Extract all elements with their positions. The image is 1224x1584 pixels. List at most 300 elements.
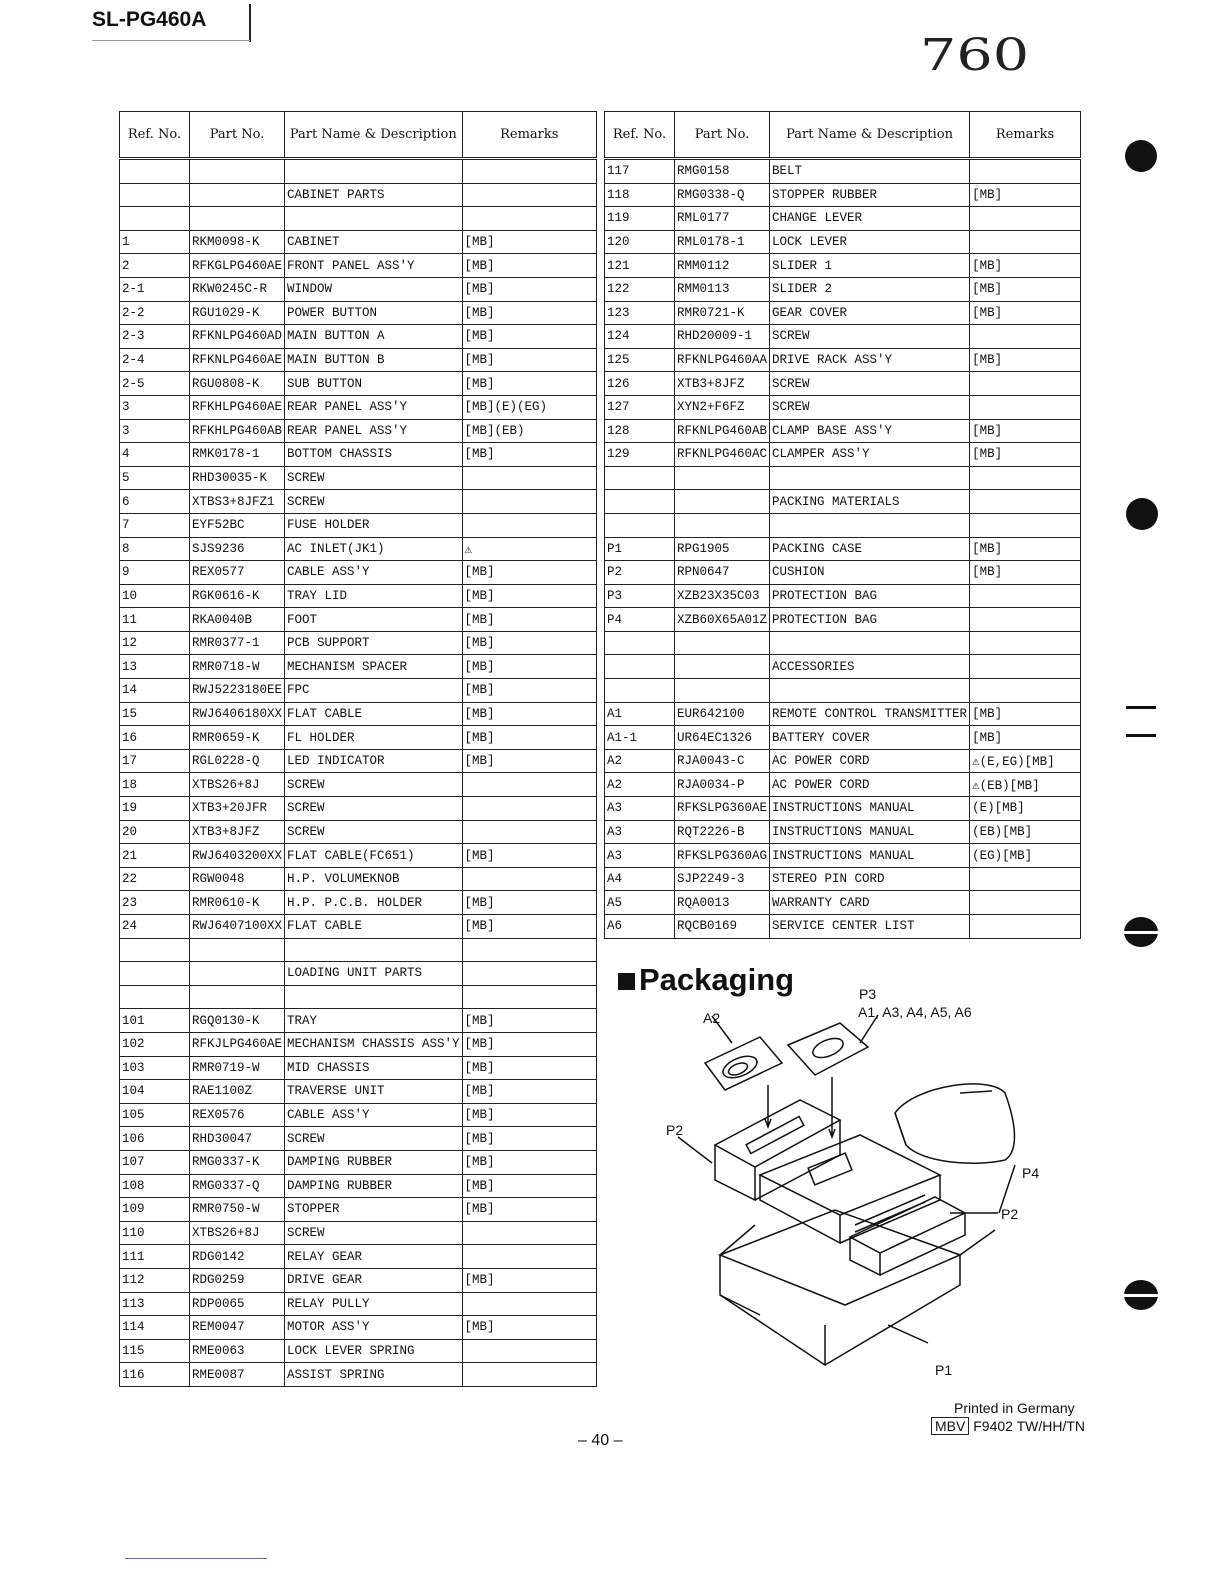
description-cell: LOCK LEVER [770, 230, 970, 254]
ref-cell: 12 [120, 631, 190, 655]
remarks-cell: [MB] [462, 1268, 596, 1292]
col-ref-header: Ref. No. [605, 112, 675, 159]
part-no-cell: XTBS3+8JFZ1 [190, 490, 285, 514]
ref-cell: 10 [120, 584, 190, 608]
remarks-cell: [MB] [462, 726, 596, 750]
ref-cell [605, 631, 675, 655]
ref-cell: A5 [605, 891, 675, 915]
description-cell: SLIDER 2 [770, 277, 970, 301]
part-no-cell: RHD30035-K [190, 466, 285, 490]
description-cell: CHANGE LEVER [770, 207, 970, 231]
description-cell [285, 207, 463, 231]
table-row [120, 867, 597, 891]
description-cell: SCREW [285, 820, 463, 844]
table-row [605, 702, 1081, 726]
part-no-cell: RFKHLPG460AB [190, 419, 285, 443]
part-no-cell: RJA0034-P [675, 773, 770, 797]
ref-cell: 20 [120, 820, 190, 844]
ref-cell: 123 [605, 301, 675, 325]
bag-a2-drawing [705, 1037, 782, 1090]
part-no-cell [190, 962, 285, 986]
remarks-cell [970, 631, 1081, 655]
description-cell [770, 466, 970, 490]
ref-cell: 2-1 [120, 277, 190, 301]
ref-cell: 121 [605, 254, 675, 278]
part-no-cell: RMG0158 [675, 159, 770, 184]
description-cell: SLIDER 1 [770, 254, 970, 278]
ref-cell: 4 [120, 443, 190, 467]
description-cell: LED INDICATOR [285, 749, 463, 773]
table-row [120, 655, 597, 679]
description-cell: SCREW [770, 372, 970, 396]
description-cell: PCB SUPPORT [285, 631, 463, 655]
description-cell: AC POWER CORD [770, 773, 970, 797]
remarks-cell: [MB] [462, 372, 596, 396]
remarks-cell [462, 513, 596, 537]
ref-cell: 6 [120, 490, 190, 514]
table-row [120, 1127, 597, 1151]
ref-cell: 129 [605, 443, 675, 467]
table-row [120, 726, 597, 750]
table-row [605, 325, 1081, 349]
ref-cell: 104 [120, 1080, 190, 1104]
ref-cell: A4 [605, 867, 675, 891]
table-row [605, 726, 1081, 750]
remarks-cell: [MB] [970, 277, 1081, 301]
remarks-cell [462, 820, 596, 844]
description-cell: STEREO PIN CORD [770, 867, 970, 891]
part-no-cell: RQT2226-B [675, 820, 770, 844]
ref-cell: 112 [120, 1268, 190, 1292]
part-no-cell: RMM0112 [675, 254, 770, 278]
remarks-cell [462, 938, 596, 962]
remarks-cell [462, 1292, 596, 1316]
remarks-cell [462, 1245, 596, 1269]
part-no-cell: RME0063 [190, 1339, 285, 1363]
table-row [605, 466, 1081, 490]
table-row [120, 159, 597, 184]
ref-cell: 107 [120, 1150, 190, 1174]
description-cell: STOPPER RUBBER [770, 183, 970, 207]
table-row [605, 490, 1081, 514]
part-no-cell: RWJ6407100XX [190, 915, 285, 939]
part-no-cell [675, 655, 770, 679]
table-row [605, 277, 1081, 301]
table-row [120, 915, 597, 939]
ref-cell: P3 [605, 584, 675, 608]
ref-cell: 122 [605, 277, 675, 301]
description-cell: CLAMP BASE ASS'Y [770, 419, 970, 443]
description-cell: SCREW [285, 1221, 463, 1245]
remarks-cell [462, 962, 596, 986]
table-row [120, 797, 597, 821]
description-cell: FL HOLDER [285, 726, 463, 750]
remarks-cell: ⚠ [462, 537, 596, 561]
part-no-cell: RFKGLPG460AE [190, 254, 285, 278]
remarks-cell: [MB] [462, 1198, 596, 1222]
remarks-cell [970, 584, 1081, 608]
description-cell: REMOTE CONTROL TRANSMITTER [770, 702, 970, 726]
remarks-cell: [MB] [462, 561, 596, 585]
part-no-cell: RKA0040B [190, 608, 285, 632]
ref-cell: 24 [120, 915, 190, 939]
table-row [605, 419, 1081, 443]
ref-cell [605, 513, 675, 537]
ref-cell: 1 [120, 230, 190, 254]
part-no-cell: RQA0013 [675, 891, 770, 915]
part-no-cell: RWJ6406180XX [190, 702, 285, 726]
table-row [605, 207, 1081, 231]
remarks-cell: [MB] [970, 561, 1081, 585]
table-row [120, 702, 597, 726]
ref-cell: 106 [120, 1127, 190, 1151]
table-row [605, 844, 1081, 868]
code-box: MBV [931, 1417, 969, 1435]
ref-cell: 114 [120, 1316, 190, 1340]
table-row [120, 207, 597, 231]
remarks-cell: (EB)[MB] [970, 820, 1081, 844]
remarks-cell: [MB] [970, 419, 1081, 443]
part-no-cell [190, 938, 285, 962]
table-row [120, 513, 597, 537]
ref-cell [120, 962, 190, 986]
remarks-cell: [MB] [462, 230, 596, 254]
description-cell: MECHANISM SPACER [285, 655, 463, 679]
description-cell [770, 679, 970, 703]
table-row [120, 1245, 597, 1269]
part-no-cell: XTBS26+8J [190, 773, 285, 797]
part-no-cell: RWJ6403200XX [190, 844, 285, 868]
part-no-cell: RWJ5223180EE [190, 679, 285, 703]
parts-table-right [604, 111, 1081, 939]
part-no-cell: SJS9236 [190, 537, 285, 561]
description-cell: MECHANISM CHASSIS ASS'Y [285, 1032, 463, 1056]
description-cell: FLAT CABLE [285, 915, 463, 939]
description-cell: FLAT CABLE(FC651) [285, 844, 463, 868]
remarks-cell [970, 513, 1081, 537]
ref-cell: 118 [605, 183, 675, 207]
edge-mark [1126, 734, 1156, 737]
table-row [605, 372, 1081, 396]
remarks-cell: [MB] [462, 1032, 596, 1056]
col-part-header: Part No. [675, 112, 770, 159]
table-row [120, 1032, 597, 1056]
part-no-cell [190, 985, 285, 1009]
remarks-cell [970, 372, 1081, 396]
ref-cell: 8 [120, 537, 190, 561]
table-row [605, 797, 1081, 821]
description-cell: FLAT CABLE [285, 702, 463, 726]
description-cell: SCREW [285, 797, 463, 821]
description-cell [770, 631, 970, 655]
table-row [605, 749, 1081, 773]
parts-table-left [119, 111, 597, 1387]
ref-cell: 128 [605, 419, 675, 443]
remarks-cell: [MB] [462, 702, 596, 726]
part-no-cell: RMR0377-1 [190, 631, 285, 655]
part-no-cell: RGU0808-K [190, 372, 285, 396]
ref-cell: 21 [120, 844, 190, 868]
remarks-cell: (E)[MB] [970, 797, 1081, 821]
table-row [120, 1009, 597, 1033]
ref-cell: 9 [120, 561, 190, 585]
remarks-cell [970, 655, 1081, 679]
table-row [120, 1363, 597, 1387]
ref-cell: 126 [605, 372, 675, 396]
remarks-cell: [MB] [462, 1056, 596, 1080]
part-no-cell: UR64EC1326 [675, 726, 770, 750]
part-no-cell [675, 631, 770, 655]
remarks-cell [462, 183, 596, 207]
part-no-cell: RPG1905 [675, 537, 770, 561]
table-row [120, 1150, 597, 1174]
part-no-cell: RMR0718-W [190, 655, 285, 679]
remarks-cell [462, 773, 596, 797]
part-no-cell: EYF52BC [190, 513, 285, 537]
table-row [120, 372, 597, 396]
description-cell [285, 985, 463, 1009]
description-cell: MAIN BUTTON B [285, 348, 463, 372]
part-no-cell: RHD20009-1 [675, 325, 770, 349]
label-a2: A2 [703, 1010, 721, 1026]
description-cell: CLAMPER ASS'Y [770, 443, 970, 467]
part-no-cell: EUR642100 [675, 702, 770, 726]
remarks-cell: [MB](EB) [462, 419, 596, 443]
ref-cell: 119 [605, 207, 675, 231]
description-cell: RELAY PULLY [285, 1292, 463, 1316]
print-code [931, 1418, 1085, 1434]
part-no-cell: RMR0721-K [675, 301, 770, 325]
table-row [120, 561, 597, 585]
description-cell: PACKING CASE [770, 537, 970, 561]
part-no-cell: RQCB0169 [675, 915, 770, 939]
remarks-cell: [MB] [462, 1103, 596, 1127]
description-cell: SCREW [770, 325, 970, 349]
remarks-cell: [MB] [462, 915, 596, 939]
description-cell: WARRANTY CARD [770, 891, 970, 915]
remarks-cell: [MB] [462, 277, 596, 301]
part-no-cell: RFKNLPG460AC [675, 443, 770, 467]
part-no-cell [675, 679, 770, 703]
ref-cell: 125 [605, 348, 675, 372]
ref-cell [605, 490, 675, 514]
ref-cell: 2-5 [120, 372, 190, 396]
remarks-cell: [MB] [462, 325, 596, 349]
part-no-cell: RGW0048 [190, 867, 285, 891]
edge-mark [1126, 706, 1156, 709]
table-row [120, 844, 597, 868]
col-ref-header: Ref. No. [120, 112, 190, 159]
description-cell: H.P. P.C.B. HOLDER [285, 891, 463, 915]
remarks-cell [970, 230, 1081, 254]
description-cell: BELT [770, 159, 970, 184]
description-cell: FPC [285, 679, 463, 703]
page-number: – 40 – [578, 1432, 623, 1449]
remarks-cell [970, 679, 1081, 703]
description-cell: REAR PANEL ASS'Y [285, 395, 463, 419]
description-cell: SCREW [285, 773, 463, 797]
ref-cell: 22 [120, 867, 190, 891]
table-row [120, 1268, 597, 1292]
bag-p4-drawing [895, 1084, 1014, 1163]
table-row [605, 631, 1081, 655]
table-row [120, 395, 597, 419]
description-cell: CABLE ASS'Y [285, 561, 463, 585]
table-row [120, 230, 597, 254]
part-no-cell: RFKNLPG460AB [675, 419, 770, 443]
description-cell: PROTECTION BAG [770, 584, 970, 608]
ref-cell: 113 [120, 1292, 190, 1316]
remarks-cell: [MB] [462, 254, 596, 278]
description-cell: PACKING MATERIALS [770, 490, 970, 514]
remarks-cell: [MB] [462, 1150, 596, 1174]
table-row [120, 938, 597, 962]
model-number: SL-PG460A [92, 8, 207, 31]
table-row [120, 443, 597, 467]
remarks-cell [970, 207, 1081, 231]
table-row [120, 1221, 597, 1245]
remarks-cell [970, 395, 1081, 419]
label-p2-right: P2 [1001, 1206, 1019, 1222]
ref-cell [120, 985, 190, 1009]
header-underline [92, 40, 250, 41]
part-no-cell: RFKSLPG360AG [675, 844, 770, 868]
col-name-header: Part Name & Description [285, 112, 463, 159]
ref-cell: 101 [120, 1009, 190, 1033]
part-no-cell [675, 466, 770, 490]
table-row [605, 301, 1081, 325]
ref-cell: 5 [120, 466, 190, 490]
part-no-cell: XYN2+F6FZ [675, 395, 770, 419]
part-no-cell [675, 490, 770, 514]
description-cell: BOTTOM CHASSIS [285, 443, 463, 467]
label-p1: P1 [935, 1362, 953, 1378]
table-row [120, 584, 597, 608]
table-row [605, 867, 1081, 891]
description-cell [285, 159, 463, 184]
col-name-header: Part Name & Description [770, 112, 970, 159]
description-cell: CABINET PARTS [285, 183, 463, 207]
remarks-cell [970, 891, 1081, 915]
table-row [605, 183, 1081, 207]
description-cell: FOOT [285, 608, 463, 632]
remarks-cell: [MB] [970, 254, 1081, 278]
table-row [120, 962, 597, 986]
ref-cell: P4 [605, 608, 675, 632]
remarks-cell: ⚠(EB)[MB] [970, 773, 1081, 797]
part-no-cell [190, 207, 285, 231]
remarks-cell [462, 466, 596, 490]
part-no-cell: RFKHLPG460AE [190, 395, 285, 419]
part-no-cell: RFKNLPG460AA [675, 348, 770, 372]
ref-cell: 11 [120, 608, 190, 632]
remarks-cell [462, 207, 596, 231]
ref-cell: 110 [120, 1221, 190, 1245]
label-p3: P3 [859, 986, 877, 1002]
remarks-cell [462, 797, 596, 821]
ref-cell: 16 [120, 726, 190, 750]
remarks-cell: [MB] [970, 443, 1081, 467]
ref-cell: 2 [120, 254, 190, 278]
table-row [605, 915, 1081, 939]
description-cell: BATTERY COVER [770, 726, 970, 750]
part-no-cell: REX0577 [190, 561, 285, 585]
ref-cell: 117 [605, 159, 675, 184]
part-no-cell: XTB3+20JFR [190, 797, 285, 821]
ref-cell: 111 [120, 1245, 190, 1269]
description-cell: DAMPING RUBBER [285, 1150, 463, 1174]
remarks-cell [462, 867, 596, 891]
table-row [120, 348, 597, 372]
ref-cell: 2-2 [120, 301, 190, 325]
remarks-cell [462, 1221, 596, 1245]
description-cell: WINDOW [285, 277, 463, 301]
description-cell: TRAY LID [285, 584, 463, 608]
part-no-cell: RJA0043-C [675, 749, 770, 773]
part-no-cell: RMR0750-W [190, 1198, 285, 1222]
description-cell: ACCESSORIES [770, 655, 970, 679]
part-no-cell: RME0087 [190, 1363, 285, 1387]
ref-cell: A3 [605, 844, 675, 868]
description-cell: MAIN BUTTON A [285, 325, 463, 349]
table-row [605, 891, 1081, 915]
ref-cell: A6 [605, 915, 675, 939]
ref-cell: 14 [120, 679, 190, 703]
ref-cell: 15 [120, 702, 190, 726]
remarks-cell [970, 159, 1081, 184]
remarks-cell: [MB] [462, 584, 596, 608]
description-cell: INSTRUCTIONS MANUAL [770, 820, 970, 844]
part-no-cell: RFKNLPG460AD [190, 325, 285, 349]
part-no-cell: RHD30047 [190, 1127, 285, 1151]
description-cell: SUB BUTTON [285, 372, 463, 396]
ref-cell [120, 207, 190, 231]
ref-cell [120, 159, 190, 184]
remarks-cell: [MB] [462, 1127, 596, 1151]
table-row [120, 277, 597, 301]
col-part-header: Part No. [190, 112, 285, 159]
ref-cell: A2 [605, 773, 675, 797]
table-row [605, 254, 1081, 278]
label-accessories: A1, A3, A4, A5, A6 [858, 1004, 972, 1020]
description-cell: LOCK LEVER SPRING [285, 1339, 463, 1363]
ref-cell [605, 679, 675, 703]
ref-cell: 120 [605, 230, 675, 254]
table-row [120, 183, 597, 207]
description-cell: H.P. VOLUMEKNOB [285, 867, 463, 891]
table-row [120, 1198, 597, 1222]
description-cell: DRIVE RACK ASS'Y [770, 348, 970, 372]
description-cell: TRAY [285, 1009, 463, 1033]
part-no-cell: RKM0098-K [190, 230, 285, 254]
part-no-cell: RGK0616-K [190, 584, 285, 608]
description-cell: GEAR COVER [770, 301, 970, 325]
part-no-cell: XTBS26+8J [190, 1221, 285, 1245]
description-cell: AC POWER CORD [770, 749, 970, 773]
ref-cell [120, 938, 190, 962]
handwritten-note: 760 [920, 30, 1030, 81]
table-row [605, 773, 1081, 797]
remarks-cell [462, 985, 596, 1009]
table-row [120, 820, 597, 844]
remarks-cell: [MB] [462, 631, 596, 655]
remarks-cell [462, 490, 596, 514]
ref-cell: 2-3 [120, 325, 190, 349]
part-no-cell: RFKSLPG360AE [675, 797, 770, 821]
bullet-square-icon [618, 973, 635, 990]
ref-cell: 3 [120, 419, 190, 443]
description-cell: POWER BUTTON [285, 301, 463, 325]
